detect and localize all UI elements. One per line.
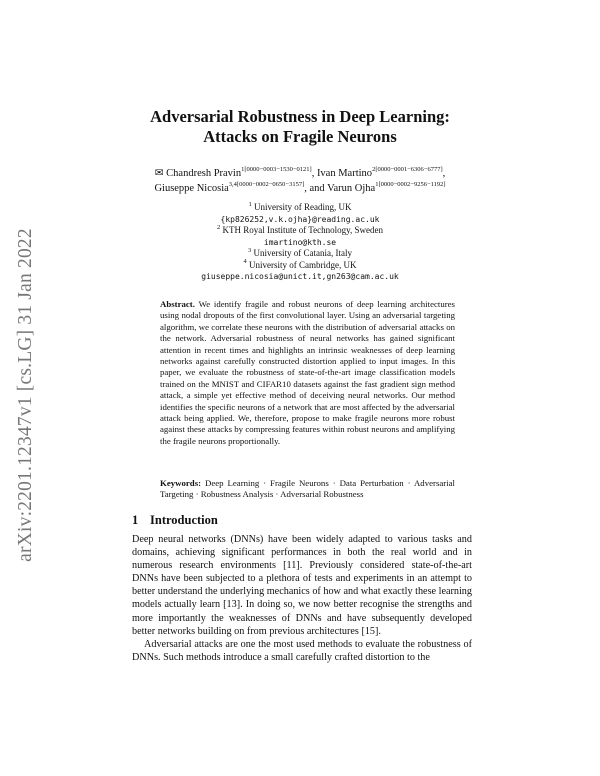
affiliation-number: 4 xyxy=(243,258,247,265)
author-line-1 xyxy=(100,166,500,181)
author-orcid: 2[0000−0001−6306−6777] xyxy=(372,166,443,173)
keywords-label: Keywords: xyxy=(160,478,202,488)
author-name: , and Varun Ojha xyxy=(304,183,376,194)
affiliation-name: University of Reading, UK xyxy=(254,202,352,212)
section-title: Introduction xyxy=(150,513,218,527)
title-line-2: Attacks on Fragile Neurons xyxy=(203,127,397,146)
author-name: Giuseppe Nicosia xyxy=(154,183,229,194)
paragraph: Adversarial attacks are one the most used methods to evaluate the robustness of DNNs. Such methods introduce a small carefully crafted distortion to the xyxy=(132,638,472,663)
affiliation xyxy=(100,248,500,260)
section-number: 1 xyxy=(132,513,139,527)
author-orcid: 1[0000−0003−1530−0121] xyxy=(241,166,312,173)
envelope-icon: ✉ xyxy=(154,168,164,179)
affiliation xyxy=(100,260,500,272)
affiliation-number: 3 xyxy=(248,246,252,254)
author-orcid: 3,4[0000−0002−0650−3157] xyxy=(228,181,305,188)
abstract-label: Abstract. xyxy=(160,299,195,309)
affiliation-number: 2 xyxy=(216,223,221,231)
affiliation xyxy=(100,202,500,214)
section-heading xyxy=(132,513,218,528)
keywords xyxy=(160,478,455,501)
affiliation-email: {kp826252,v.k.ojha}@reading.ac.uk xyxy=(220,214,380,224)
arxiv-identifier-margin xyxy=(8,205,44,585)
author-line-2 xyxy=(100,181,500,196)
author-orcid: 1[0000−0002−9256−1192] xyxy=(375,181,446,188)
affiliation-email: imartino@kth.se xyxy=(263,237,337,247)
abstract-text: We identify fragile and robust neurons of deep learning architectures using nodal dropouts of the first convolutional layer. Using an adversarial targeting algorithm, we correlate these neurons with the distribution of adversarial attacks on the network. Adversarial robustness of neural networks has gained significant attention in recent times and highlights an intrinsic weaknesses of deep learning networks against carefully constructed distortion applied to input images. In this paper, we evaluate the robustness of state-of-the-art image classification models trained on the MNIST and CIFAR10 datasets against the fast gradient sign method attack, a simple yet effective method of deceiving neural networks. Our method identifies the specific neurons of a network that are most affected by the adversarial attack being applied. We, therefore, propose to make fragile neurons more robust against these attacks by compressing features within robust neurons and amplifying the fragile neurons proportionally. xyxy=(160,299,455,446)
affiliation xyxy=(100,225,500,237)
keywords-text: Deep Learning · Fragile Neurons · Data Perturbation · Adversarial Targeting · Robustness Analysis · Adversarial Robustness xyxy=(160,478,455,500)
affiliation-name: University of Cambridge, UK xyxy=(249,259,357,270)
paper-title xyxy=(100,107,500,147)
paragraph: Deep neural networks (DNNs) have been widely adapted to various tasks and domains, achieving significant performances in both the real world and in numerous research environments [11]. Previously considered state-of-the-art DNNs have been subjected to a plethora of tests and experiments in an attempt to better understand the underlying mechanics of how and what exactly these learning models actually learn [13]. In doing so, we now better recognise the strengths and more importantly the weaknesses of DNNs and have subsequently developed better networks building on from previous architectures [15]. xyxy=(132,534,472,637)
affiliation-email: giuseppe.nicosia@unict.it,gn263@cam.ac.uk xyxy=(201,272,399,281)
arxiv-identifier: arXiv:2201.12347v1 [cs.LG] 31 Jan 2022 xyxy=(15,228,36,562)
affiliations xyxy=(100,202,500,283)
title-line-1: Adversarial Robustness in Deep Learning: xyxy=(150,107,450,126)
body-text xyxy=(132,533,472,664)
author-separator: , xyxy=(442,168,446,179)
author-list xyxy=(100,166,500,196)
affiliation-number: 1 xyxy=(248,200,252,208)
abstract xyxy=(160,299,455,447)
author-name: , Ivan Martino xyxy=(311,168,373,179)
affiliation-name: University of Catania, Italy xyxy=(253,248,352,258)
affiliation-name: KTH Royal Institute of Technology, Sweden xyxy=(222,225,384,235)
author-name: Chandresh Pravin xyxy=(166,168,242,179)
